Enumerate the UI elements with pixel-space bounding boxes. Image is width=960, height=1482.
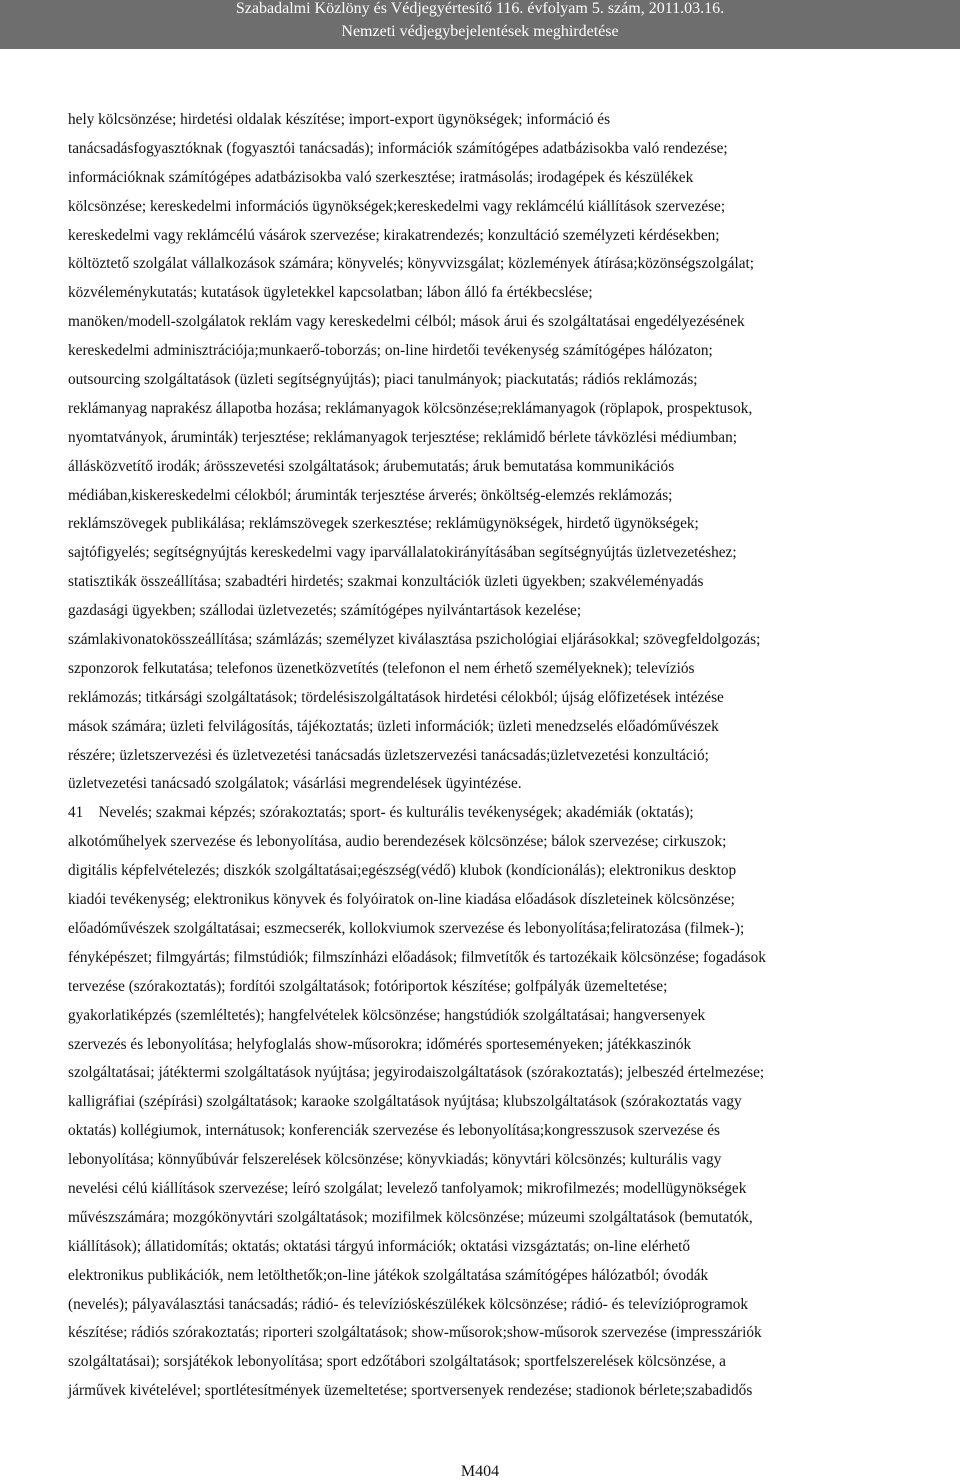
text-line: (nevelés); pályaválasztási tanácsadás; rádió- és televízióskészülékek kölcsönzése; rádió- és televízióprogramok xyxy=(68,1295,749,1313)
text-line: reklámszövegek publikálása; reklámszövegek szerkesztése; reklámügynökségek, hirdető ügynökségek; xyxy=(68,515,699,533)
journal-title: Szabadalmi Közlöny és Védjegyértesítő 116. évfolyam 5. szám, 2011.03.16. xyxy=(235,0,725,17)
text-line: kölcsönzése; kereskedelmi információs ügynökségek;kereskedelmi vagy reklámcélú kiállítások szervezése; xyxy=(68,197,726,215)
text-line: manöken/modell-szolgálatok reklám vagy kereskedelmi célból; mások árui és szolgáltatásai engedélyezésének xyxy=(68,313,745,331)
text-line: részére; üzletszervezési és üzletvezetési tanácsadás üzletszervezési tanácsadás;üzletvezetési konzultáció; xyxy=(68,746,709,764)
text-line: nevelési célú kiállítások szervezése; leíró szolgálat; levelező tanfolyamok; mikrofilmezés; modellügynökségek xyxy=(68,1179,747,1197)
text-line: előadóművészek szolgáltatásai; eszmecserék, kollokviumok szervezése és lebonyolítása;feliratozása (filmek-); xyxy=(68,919,745,937)
text-line: kereskedelmi adminisztrációja;munkaerő-toborzás; on-line hirdetői tevékenység számítógépes hálózaton; xyxy=(68,342,713,360)
text-line: statisztikák összeállítása; szabadtéri hirdetés; szakmai konzultációk üzleti ügyekben; szakvéleményadás xyxy=(68,573,704,591)
text-line: járművek kivételével; sportlétesítmények üzemeltetése; sportversenyek rendezése; stadionok bérlete;szabadidős xyxy=(68,1382,753,1400)
page-number: M404 xyxy=(460,1463,500,1480)
text-line: alkotóműhelyek szervezése és lebonyolítása, audio berendezések kölcsönzése; bálok szervezése; cirkuszok; xyxy=(68,833,727,851)
text-line: tervezése (szórakoztatás); fordítói szolgáltatások; fotóriportok készítése; golfpályák üzemeltetése; xyxy=(68,977,668,995)
text-line: digitális képfelvételezés; diszkók szolgáltatásai;egészség(védő) klubok (kondícionálás); elektronikus desktop xyxy=(68,862,737,880)
text-line: oktatás) kollégiumok, internátusok; konferenciák szervezése és lebonyolítása;kongresszusok szervezése és xyxy=(68,1122,721,1140)
text-line: kiadói tevékenység; elektronikus könyvek és folyóiratok on-line kiadása előadások díszleteinek kölcsönzése; xyxy=(68,891,735,909)
text-line: sajtófigyelés; segítségnyújtás kereskedelmi vagy iparvállalatokirányításában segítségnyújtás üzletvezetéshez; xyxy=(68,544,737,562)
text-line: gazdasági ügyekben; szállodai üzletvezetés; számítógépes nyilvántartások kezelése; xyxy=(68,602,582,620)
text-line: közvéleménykutatás; kutatások ügyletekkel kapcsolatban; lábon álló fa értékbecslése; xyxy=(68,284,593,302)
text-line: mások számára; üzleti felvilágosítás, tájékoztatás; üzleti információk; üzleti menedzselés előadóművészek xyxy=(68,717,719,735)
text-line: lebonyolítása; könnyűbúvár felszerelések kölcsönzése; könyvkiadás; könyvtári kölcsönzés; kulturális vagy xyxy=(68,1151,722,1169)
text-line: 41 Nevelés; szakmai képzés; szórakoztatás; sport- és kulturális tevékenységek; akadémiák (oktatás); xyxy=(68,804,694,822)
text-line: médiában,kiskereskedelmi célokból; áruminták terjesztése árverés; önköltség-elemzés reklámozás; xyxy=(68,486,673,504)
text-line: reklámanyag naprakész állapotba hozása; reklámanyagok kölcsönzése;reklámanyagok (röplapok, prospektusok, xyxy=(68,399,753,417)
text-line: szponzorok felkutatása; telefonos üzenetközvetítés (telefonon el nem érhető személyeknek); televíziós xyxy=(68,659,695,677)
text-line: szolgáltatásai); sorsjátékok lebonyolítása; sport edzőtábori szolgáltatások; sportfelszerelések kölcsönzése, a xyxy=(68,1353,726,1371)
text-line: fényképészet; filmgyártás; filmstúdiók; filmszínházi előadások; filmvetítők és tartozékaik kölcsönzése; fogadások xyxy=(68,948,766,966)
text-line: számlakivonatokösszeállítása; számlázás; személyzet kiválasztása pszichológiai eljárásokkal; szövegfeldolgozás; xyxy=(68,631,761,649)
body-text xyxy=(68,106,908,1406)
text-line: kereskedelmi vagy reklámcélú vásárok szervezése; kirakatrendezés; konzultáció személyzeti kérdésekben; xyxy=(68,226,720,244)
header-band xyxy=(0,0,960,49)
text-line: kiállítások); állatidomítás; oktatás; oktatási tárgyú információk; oktatási vizsgáztatás; on-line elérhető xyxy=(68,1237,691,1255)
text-line: művészszámára; mozgókönyvtári szolgáltatások; mozifilmek kölcsönzése; múzeumi szolgáltatások (bemutatók, xyxy=(68,1208,753,1226)
text-line: reklámozás; titkársági szolgáltatások; tördelésiszolgáltatások hirdetési célokból; újság előfizetések intézése xyxy=(68,688,724,706)
text-line: tanácsadásfogyasztóknak (fogyasztói tanácsadás); információk számítógépes adatbázisokba való rendezése; xyxy=(68,139,728,157)
text-line: készítése; rádiós szórakoztatás; riporteri szolgáltatások; show-műsorok;show-műsorok szervezése (impresszáriók xyxy=(68,1324,762,1342)
text-line: hely kölcsönzése; hirdetési oldalak készítése; import-export ügynökségek; információ és xyxy=(68,111,611,128)
text-line: nyomtatványok, áruminták) terjesztése; reklámanyagok terjesztése; reklámidő bérlete távközlési médiumban; xyxy=(68,428,737,446)
text-line: elektronikus publikációk, nem letölthetők;on-line játékok szolgáltatása számítógépes hálózatból; óvodák xyxy=(68,1266,709,1284)
text-line: gyakorlatiképzés (szemléltetés); hangfelvételek kölcsönzése; hangstúdiók szolgáltatásai; hangversenyek xyxy=(68,1006,706,1024)
text-line: információknak számítógépes adatbázisokba való szerkesztése; iratmásolás; irodagépek és készülékek xyxy=(68,168,694,186)
section-title: Nemzeti védjegybejelentések meghirdetése xyxy=(341,23,619,40)
text-line: üzletvezetési tanácsadó szolgálatok; vásárlási megrendelések ügyintézése. xyxy=(68,775,522,793)
text-line: kalligráfiai (szépírási) szolgáltatások; karaoke szolgáltatások nyújtása; klubszolgáltatások (szórakoztatás vagy xyxy=(68,1093,742,1111)
text-line: outsourcing szolgáltatások (üzleti segítségnyújtás); piaci tanulmányok; piackutatás; rádiós reklámozás; xyxy=(68,371,698,389)
text-line: szolgáltatásai; játéktermi szolgáltatások nyújtása; jegyirodaiszolgáltatások (szórakoztatás); jelbeszéd értelmezése; xyxy=(68,1064,765,1082)
text-line: állásközvetítő irodák; árösszevetési szolgáltatások; árubemutatás; áruk bemutatása kommunikációs xyxy=(68,457,675,475)
text-line: szervezés és lebonyolítása; helyfoglalás show-műsorokra; időmérés sporteseményeken; játékkaszinók xyxy=(68,1035,692,1053)
text-line: költöztető szolgálat vállalkozások számára; könyvelés; könyvvizsgálat; közlemények átírása;közönségszolgálat; xyxy=(68,255,755,273)
